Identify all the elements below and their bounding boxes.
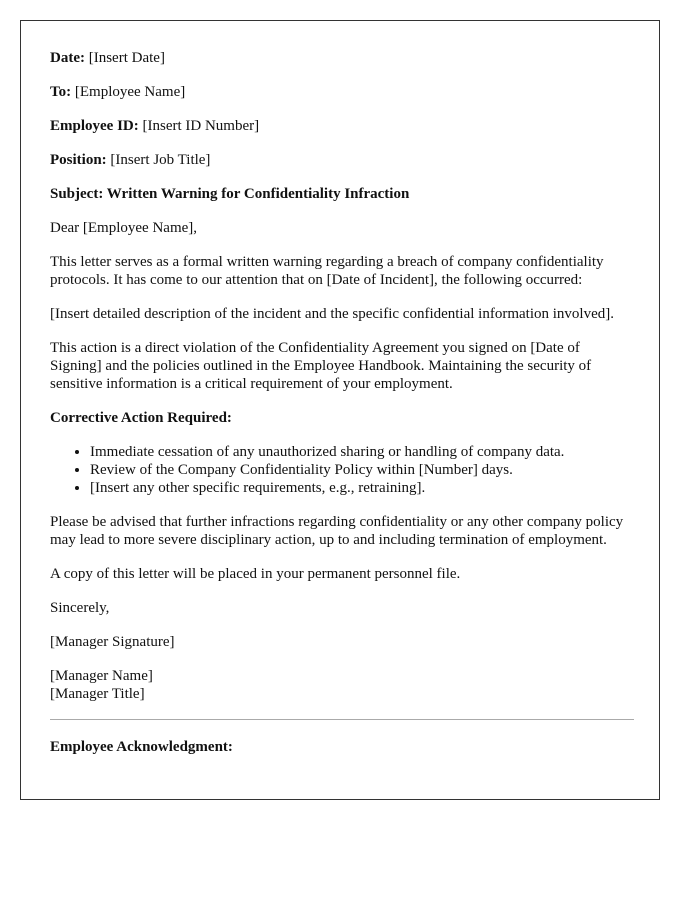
personnel-file-paragraph: A copy of this letter will be placed in your permanent personnel file. xyxy=(50,566,461,582)
position-label: Position: xyxy=(50,152,107,168)
corrective-action-heading: Corrective Action Required: xyxy=(50,410,232,426)
list-item: • Immediate cessation of any unauthorized sharing or handling of company data. xyxy=(90,443,634,461)
warning-letter xyxy=(20,20,660,800)
date-value: [Insert Date] xyxy=(88,50,165,66)
corrective-action-list xyxy=(50,443,634,497)
employee-id-line xyxy=(50,117,634,135)
manager-signature: [Manager Signature] xyxy=(50,634,175,650)
employee-id-label: Employee ID: xyxy=(50,118,139,134)
to-line xyxy=(50,83,634,101)
salutation: Dear [Employee Name], xyxy=(50,220,198,236)
manager-info xyxy=(50,667,634,703)
position-value: [Insert Job Title] xyxy=(110,152,211,168)
date-line xyxy=(50,49,634,67)
manager-name: [Manager Name] xyxy=(50,668,153,684)
employee-acknowledgment-heading: Employee Acknowledgment: xyxy=(50,739,233,755)
date-label: Date: xyxy=(50,50,85,66)
divider xyxy=(50,719,634,720)
incident-description: [Insert detailed description of the incident and the specific confidential information involved]. xyxy=(50,306,614,322)
position-line xyxy=(50,151,634,169)
to-value: [Employee Name] xyxy=(74,84,186,100)
manager-title: [Manager Title] xyxy=(50,686,145,702)
intro-paragraph: This letter serves as a formal written warning regarding a breach of company confidentiality protocols. It has come to our attention that on [Date of Incident], the following occurred: xyxy=(50,254,604,288)
violation-paragraph: This action is a direct violation of the Confidentiality Agreement you signed on [Date of Signing] and the policies outlined in the Employee Handbook. Maintaining the security of sensitive information is a critical requirement of your employment. xyxy=(50,340,592,392)
list-item: • Review of the Company Confidentiality Policy within [Number] days. xyxy=(90,461,634,479)
letter-content xyxy=(50,49,634,756)
further-infractions-paragraph: Please be advised that further infractions regarding confidentiality or any other company policy may lead to more severe disciplinary action, up to and including termination of employment. xyxy=(50,514,624,548)
subject-line: Subject: Written Warning for Confidentiality Infraction xyxy=(50,186,410,202)
list-item: • [Insert any other specific requirements, e.g., retraining]. xyxy=(90,479,634,497)
employee-id-value: [Insert ID Number] xyxy=(142,118,260,134)
to-label: To: xyxy=(50,84,72,100)
sign-off: Sincerely, xyxy=(50,600,110,616)
